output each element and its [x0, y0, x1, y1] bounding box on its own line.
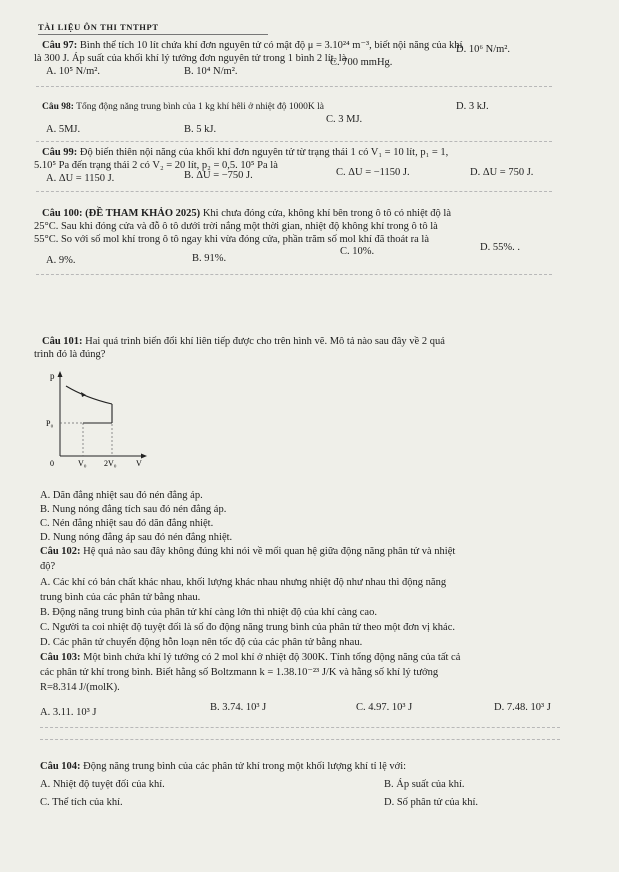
- q99-line1: [42, 147, 448, 159]
- q99-text1: Độ biến thiên nội năng của khối khí đơn nguyên tử từ trạng thái 1 có V₁ = 10 lít, p₁ = 1,: [79, 147, 449, 158]
- q100-label: Câu 100: (ĐỀ THAM KHẢO 2025): [42, 208, 201, 219]
- q101-line2: trình đó là đúng?: [34, 349, 106, 360]
- q103-line1: [40, 652, 460, 664]
- q98-line1: [42, 101, 324, 113]
- document-header: TÀI LIỆU ÔN THI TNTHPT: [38, 22, 159, 32]
- q98-text1: Tổng động năng trung bình của 1 kg khí hêli ở nhiệt độ 1000K là: [76, 102, 324, 112]
- q99-label: Câu 99:: [42, 147, 78, 158]
- 2v0-tick-label: 2V₀: [104, 459, 117, 468]
- pv-graph: [40, 368, 150, 468]
- q100-option-d[interactable]: D. 55%. .: [480, 242, 520, 253]
- q97-label: Câu 97:: [42, 40, 78, 51]
- q97-option-c[interactable]: C. 700 mmHg.: [330, 57, 393, 68]
- q101-option-b[interactable]: B. Nung nóng đẳng tích sau đó nén đẳng áp.: [40, 504, 227, 515]
- q99-option-d[interactable]: D. ΔU = 750 J.: [470, 167, 534, 178]
- q100-option-a[interactable]: A. 9%.: [46, 255, 76, 266]
- q97-option-a[interactable]: A. 10⁵ N/m².: [46, 66, 101, 77]
- q100-line2: 25°C. Sau khi đóng cửa và đỗ ô tô dưới trời nắng một thời gian, nhiệt độ không khí trong ô tô là: [34, 221, 438, 232]
- p0-tick-label: P₀: [46, 419, 54, 428]
- v-axis-arrow: [141, 454, 147, 459]
- q103-option-d[interactable]: D. 7.48. 10³ J: [494, 702, 551, 713]
- q103-option-c[interactable]: C. 4.97. 10³ J: [356, 702, 413, 713]
- q103-label: Câu 103:: [40, 652, 81, 663]
- q97-text1: Bình thể tích 10 lít chứa khí đơn nguyên tử có mật độ μ = 3.10²⁴ m⁻³, biết nội năng của khí: [79, 40, 463, 51]
- q100-option-c[interactable]: C. 10%.: [340, 246, 375, 257]
- q103-option-b[interactable]: B. 3.74. 10³ J: [210, 702, 267, 713]
- process-arrow: [81, 392, 86, 397]
- q104-label: Câu 104:: [40, 761, 81, 772]
- separator: [36, 274, 552, 275]
- header-underline: [38, 34, 268, 35]
- q104-text1: Động năng trung bình của các phân tử khí trong một khối lượng khí tỉ lệ với:: [83, 761, 407, 772]
- q98-option-b[interactable]: B. 5 kJ.: [184, 124, 217, 135]
- q103-line2: các phân tử khí trong bình. Biết hằng số Boltzmann k = 1.38.10⁻²³ J/K và hằng số khí lý tưởng: [40, 667, 439, 678]
- q102-line2: độ?: [40, 561, 56, 572]
- q97-line2: là 300 J. Áp suất của khối khí lý tưởng đơn nguyên tử trong 1 bình 2 lít, là: [34, 53, 347, 64]
- q101-option-a[interactable]: A. Dãn đẳng nhiệt sau đó nén đẳng áp.: [40, 490, 203, 501]
- q100-line3: 55°C. So với số mol khí trong ô tô ngay khi vừa đóng cửa, phần trăm số mol khí đã thoát ra là: [34, 234, 430, 245]
- v-axis-label: V: [136, 459, 142, 468]
- q102-option-b[interactable]: B. Động năng trung bình của phân tử khí càng lớn thì nhiệt độ của khí càng cao.: [40, 607, 377, 618]
- q102-option-a-cont: trung bình của các phân tử bằng nhau.: [40, 592, 201, 603]
- q103-option-a[interactable]: A. 3.11. 10³ J: [40, 707, 97, 718]
- q104-option-a[interactable]: A. Nhiệt độ tuyệt đối của khí.: [40, 779, 165, 790]
- q98-label: Câu 98:: [42, 102, 74, 112]
- q101-label: Câu 101:: [42, 336, 83, 347]
- q100-line1: [42, 208, 451, 220]
- separator: [36, 141, 552, 142]
- p-axis-arrow: [58, 371, 63, 377]
- q102-text1: Hệ quả nào sau đây không đúng khi nói về mối quan hệ giữa động năng phân tử và nhiệt: [83, 546, 456, 557]
- separator: [40, 727, 560, 728]
- q101-text1: Hai quá trình biến đổi khí liên tiếp được cho trên hình vẽ. Mô tả nào sau đây về 2 quá: [85, 336, 445, 347]
- q102-line1: [40, 546, 455, 558]
- q99-line2: 5.10⁵ Pa đến trạng thái 2 có V₂ = 20 lít, p₂ = 0,5. 10⁵ Pa là: [34, 160, 278, 171]
- q99-option-a[interactable]: A. ΔU = 1150 J.: [46, 173, 115, 184]
- separator: [36, 86, 552, 87]
- q102-label: Câu 102:: [40, 546, 81, 557]
- q101-option-d[interactable]: D. Nung nóng đẳng áp sau đó nén đẳng nhiệt.: [40, 532, 233, 543]
- q104-option-d[interactable]: D. Số phân tử của khí.: [384, 797, 479, 808]
- q98-option-d[interactable]: D. 3 kJ.: [456, 101, 489, 112]
- q98-option-c[interactable]: C. 3 MJ.: [326, 114, 363, 125]
- origin-label: 0: [50, 459, 54, 468]
- q103-line3: R=8.314 J/(molK).: [40, 682, 120, 693]
- q102-option-c[interactable]: C. Người ta coi nhiệt độ tuyệt đối là số đo động năng trung bình của phân tử theo một đơn vị khác.: [40, 622, 456, 633]
- q101-option-c[interactable]: C. Nén đẳng nhiệt sau đó dãn đẳng nhiệt.: [40, 518, 214, 529]
- q104-line1: [40, 761, 406, 773]
- q104-option-b[interactable]: B. Áp suất của khí.: [384, 779, 465, 790]
- q99-option-c[interactable]: C. ΔU = −1150 J.: [336, 167, 410, 178]
- q97-option-d[interactable]: D. 10⁶ N/m².: [456, 44, 511, 55]
- q97-line1: [42, 40, 462, 52]
- q99-option-b[interactable]: B. ΔU = −750 J.: [184, 170, 253, 181]
- q102-option-d[interactable]: D. Các phân tử chuyển động hỗn loạn nên tốc độ của các phân tử bằng nhau.: [40, 637, 363, 648]
- separator: [36, 191, 552, 192]
- p-axis-label: p: [50, 371, 55, 381]
- isotherm-curve: [66, 386, 112, 404]
- q97-option-b[interactable]: B. 10⁴ N/m².: [184, 66, 238, 77]
- q101-line1: [42, 336, 445, 348]
- q98-option-a[interactable]: A. 5MJ.: [46, 124, 81, 135]
- q104-option-c[interactable]: C. Thể tích của khí.: [40, 797, 123, 808]
- q102-option-a[interactable]: A. Các khí có bản chất khác nhau, khối lượng khác nhau nhưng nhiệt độ như nhau thì động năng: [40, 577, 447, 588]
- q100-option-b[interactable]: B. 91%.: [192, 253, 227, 264]
- q100-text1: Khi chưa đóng cửa, không khí bên trong ô tô có nhiệt độ là: [202, 208, 451, 219]
- v0-tick-label: V₀: [78, 459, 87, 468]
- q103-text1: Một bình chứa khí lý tưởng có 2 mol khí ở nhiệt độ 300K. Tính tổng động năng của tất cả: [83, 652, 461, 663]
- separator: [40, 739, 560, 740]
